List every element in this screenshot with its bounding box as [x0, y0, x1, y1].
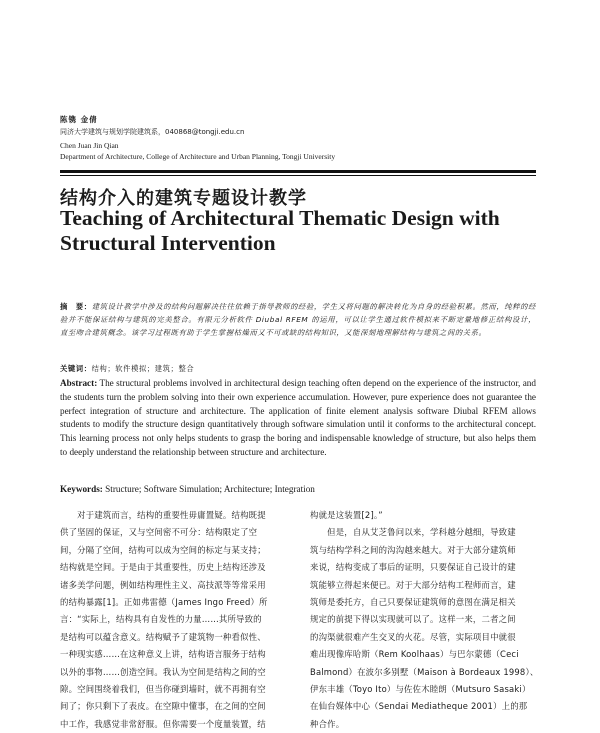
body-line: 但是，自从艾芝鲁问以来，学科越分越细，导致建 — [310, 527, 516, 538]
body-line: 供了坚固的保证，又与空间密不可分：结构限定了空 — [60, 527, 258, 538]
abstract-cn-text: 建筑设计教学中涉及的结构问题解决往往依赖于指导教师的经验，学生又将问题的解决转化为自身的经验积累。然而，纯粹的经验并不能保证结构与建筑的完美整合。有限元分析软件 Diubal RFEM 的运用，可以让学生通过软件模拟来不断定量地修正结构设计，直至吻合建筑概念。该学习过程既有助于学生掌握枯燥而又不可或缺的结构知识，又能深刻地理解结构与建筑之间的关系。 — [60, 302, 536, 338]
body-line: 中工作，我感觉非常舒服。但你需要一个度量装置，结 — [60, 718, 266, 729]
body-line: 的结构暴露[1]。正如弗雷德（James Ingo Freed）所 — [60, 597, 268, 608]
affiliation-cn: 同济大学建筑与规划学院建筑系，040868@tongji.edu.cn — [60, 128, 245, 136]
keywords-en-label: Keywords: — [60, 484, 103, 494]
abstract-cn — [60, 300, 536, 340]
abstract-cn-label: 摘 要： — [60, 302, 92, 311]
body-column-right — [310, 507, 538, 733]
body-line: 结构就是空间。于是由于其重要性，历史上结构还涉及 — [60, 562, 266, 573]
keywords-cn-label: 关键词： — [60, 364, 92, 373]
body-line: 筑与结构学科之间的沟沟越来越大。对于大部分建筑师 — [310, 544, 516, 555]
abstract-en-label: Abstract: — [60, 378, 98, 388]
abstract-en — [60, 377, 536, 460]
body-line: 言：“实际上，结构具有自发性的力量……其所导致的 — [60, 614, 262, 625]
body-line: 筑师是委托方，自己只要保证建筑师的意图在满足相关 — [310, 597, 516, 608]
body-line: 规定的前提下得以实现就可以了。这样一来，二者之间 — [310, 614, 516, 625]
body-line: 对于建筑而言，结构的重要性毋庸置疑。结构既提 — [60, 510, 266, 520]
body-line: 难出现像库哈斯（Rem Koolhaas）与巴尔蒙德（Ceci — [310, 649, 519, 660]
keywords-cn-text: 结构；软件模拟；建筑；整合 — [91, 364, 195, 373]
body-line: 种合作。 — [310, 718, 345, 729]
body-column-left — [60, 507, 288, 733]
title-rule-thin — [60, 175, 536, 176]
keywords-cn — [60, 364, 194, 374]
body-line: 诸多美学问题，例如结构理性主义、高技派等等常采用 — [60, 579, 266, 590]
body-line: 一种现实感……在这种意义上讲，结构语言服务于结构 — [60, 649, 266, 660]
title-cn: 结构介入的建筑专题设计教学 — [60, 188, 307, 209]
authors-en: Chen Juan Jin Qian — [60, 141, 119, 150]
keywords-en-text: Structure; Software Simulation; Architecture; Integration — [105, 484, 315, 494]
body-line: 以外的事物……创造空间。我认为空间是结构之间的空 — [60, 666, 266, 677]
body-line: 是结构可以蕴含意义。结构赋予了建筑物一种看似性、 — [60, 631, 266, 642]
body-line: 的沟渠就很难产生交叉的火花。尽管，实际项目中就很 — [310, 631, 516, 642]
body-line: 在仙台媒体中心（Sendai Mediatheque 2001）上的那 — [310, 701, 528, 712]
abstract-en-text: The structural problems involved in architectural design teaching often depend on the experience of the instructor, and the students turn the problem solving into their own experience accumulation. However, pure experience does not guarantee the perfect integration of structure and architecture. The application of finite element analysis software Diubal RFEM allows students to modify the structure design quantitatively through software simulation until it conforms to the architectural concept. This learning process not only helps students to grasp the boring and indispensable knowledge of structure, but also helps them to deeply understand the relationship between structure and architecture. — [60, 378, 536, 457]
body-line: Balmond）在波尔多别墅（Maison à Bordeaux 1998）、 — [310, 666, 539, 677]
body-line: 间，分隔了空间，结构可以成为空间的标定与某支持； — [60, 544, 266, 555]
body-line: 间了；你只剩下了表皮。在空隙中懂事，在之间的空间 — [60, 701, 266, 712]
affiliation-en: Department of Architecture, College of Architecture and Urban Planning, Tongji University — [60, 152, 336, 161]
title-rule-thick — [60, 170, 536, 173]
keywords-en — [60, 484, 315, 494]
body-line: 构就是这装置[2]。” — [310, 510, 383, 520]
body-line: 来说，结构变成了事后的证明，只要保证自己设计的建 — [310, 562, 516, 573]
body-line: 隙。空间围绕着我们，但当你碰到墙时，就不再拥有空 — [60, 684, 266, 695]
body-line: 伊东丰雄（Toyo Ito）与佐佐木睦朗（Mutsuro Sasaki） — [310, 684, 531, 695]
title-en: Teaching of Architectural Thematic Design with Structural Intervention — [60, 206, 500, 255]
body-line: 筑能够立得起来便已。对于大部分结构工程师而言，建 — [310, 579, 516, 590]
authors-cn: 陈镌 金倩 — [60, 115, 98, 124]
